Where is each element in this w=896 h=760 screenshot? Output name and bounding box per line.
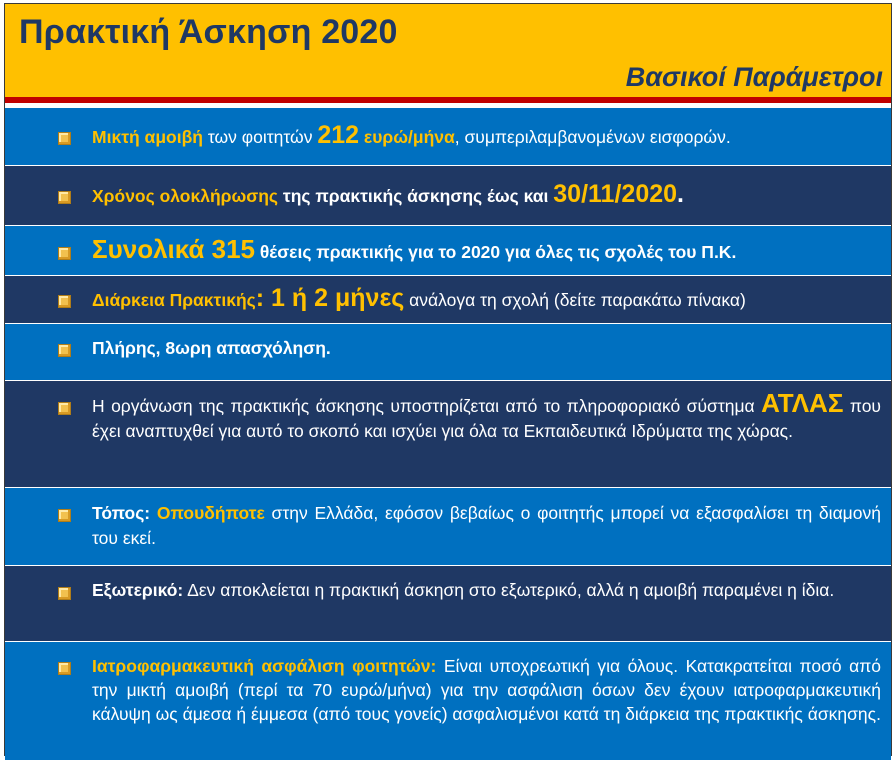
row-text-segment: ευρώ/μήνα	[359, 127, 455, 147]
row-text-segment: θέσεις πρακτικής για το 2020 για όλες τις σχολές του Π.Κ.	[254, 242, 737, 262]
row-text-segment: Μικτή αμοιβή	[92, 127, 203, 147]
row-text	[92, 388, 881, 444]
row-text-segment: της πρακτικής άσκησης έως και	[278, 186, 554, 206]
row-text-segment: Συνολικά 315	[92, 234, 255, 264]
list-item-duration	[5, 276, 891, 324]
square-bullet-icon	[58, 662, 71, 675]
list-item-abroad	[5, 566, 891, 642]
row-text-segment: , συμπεριλαμβανομένων εισφορών.	[454, 127, 731, 147]
slide-frame	[4, 3, 892, 756]
row-text-segment: ΑΤΛΑΣ	[761, 388, 844, 418]
list-item-insurance	[5, 642, 891, 760]
row-text-segment: 30/11/2020	[553, 180, 678, 208]
square-bullet-icon	[58, 402, 71, 415]
square-bullet-icon	[58, 132, 71, 145]
square-bullet-icon	[58, 509, 71, 522]
page-subtitle: Βασικοί Παράμετροι	[625, 62, 883, 92]
row-text-segment: των φοιτητών	[202, 127, 318, 147]
row-text	[92, 286, 881, 313]
list-item-deadline	[5, 166, 891, 226]
page-title: Πρακτική Άσκηση 2020	[19, 13, 398, 51]
row-text-segment: Είναι υποχρεωτική για όλους. Κατακρατείται ποσό από την μικτή αμοιβή (περί τα 70 ευρώ/μήνα) για την ασφάλιση όσων δεν έχουν ιατροφαρμακευτική κάλυψη ως άμεσα ή έμμεσα (από τους γονείς) ασφαλισμένοι κατά τη διάρκεια της πρακτικής άσκησης.	[92, 656, 882, 724]
row-text	[92, 501, 881, 551]
row-text-segment: .	[677, 180, 684, 208]
row-text-segment: Διάρκεια Πρακτικής	[92, 290, 256, 310]
row-text-segment: Οπουδήποτε	[156, 503, 265, 523]
row-text	[92, 234, 881, 265]
header-banner	[5, 4, 891, 97]
row-text-segment: Χρόνος ολοκλήρωσης	[92, 186, 279, 206]
row-text-segment: 212	[317, 121, 360, 149]
row-text	[92, 123, 881, 150]
square-bullet-icon	[58, 295, 71, 308]
square-bullet-icon	[58, 191, 71, 204]
row-text	[92, 654, 881, 726]
row-text-segment: Η οργάνωση της πρακτικής άσκησης υποστηρίζεται από το πληροφοριακό σύστημα	[92, 396, 762, 416]
list-item-employment	[5, 324, 891, 381]
square-bullet-icon	[58, 247, 71, 260]
list-item-location	[5, 488, 891, 566]
header-divider	[5, 97, 891, 103]
row-text-segment: Ιατροφαρμακευτική ασφάλιση φοιτητών:	[92, 656, 437, 676]
list-item-payment	[5, 108, 891, 166]
row-text-segment: στην Ελλάδα, εφόσον βεβαίως ο φοιτητής μπορεί να εξασφαλίσει τη διαμονή του εκεί.	[92, 503, 881, 548]
row-text-segment: : 1 ή 2 μήνες	[255, 284, 405, 312]
row-text-segment: Πλήρης, 8ωρη απασχόληση.	[92, 338, 331, 358]
list-item-atlas	[5, 381, 891, 488]
row-text-segment: Δεν αποκλείεται η πρακτική άσκηση στο εξωτερικό, αλλά η αμοιβή παραμένει η ίδια.	[183, 580, 835, 600]
row-text	[92, 336, 881, 361]
square-bullet-icon	[58, 587, 71, 600]
row-text	[92, 182, 881, 209]
row-text-segment: Εξωτερικό:	[92, 580, 184, 600]
row-text	[92, 578, 881, 603]
parameter-list	[5, 108, 891, 760]
square-bullet-icon	[58, 344, 71, 357]
row-text-segment: που έχει αναπτυχθεί για αυτό το σκοπό και ισχύει για όλα τα Εκπαιδευτικά Ιδρύματα της χώρας.	[92, 396, 881, 441]
row-text-segment: Τόπος:	[92, 503, 157, 523]
row-text-segment: ανάλογα τη σχολή (δείτε παρακάτω πίνακα)	[404, 290, 746, 310]
list-item-positions	[5, 226, 891, 276]
